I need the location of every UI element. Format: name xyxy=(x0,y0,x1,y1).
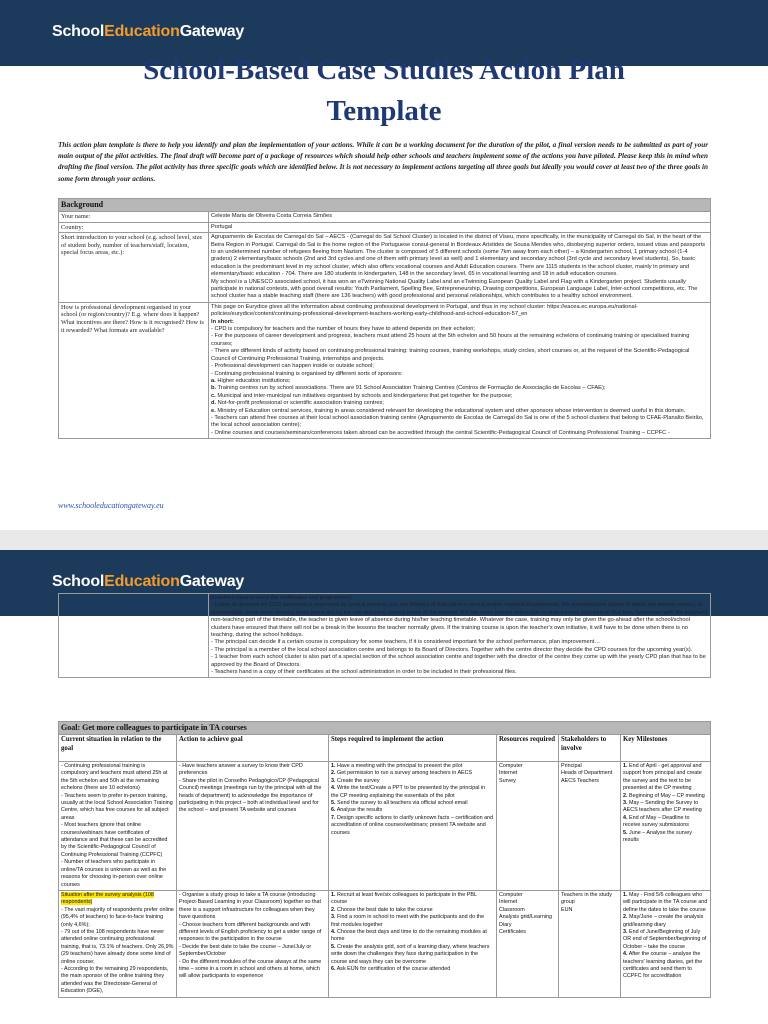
background-heading: Background xyxy=(59,199,711,212)
pd-line: - CPD is compulsory for teachers and the number of hours they have to attend depends on their echelon; xyxy=(211,326,475,333)
school-intro-paragraph-1: Agrupamento de Escolas de Carregal do Sal – AECS - (Carregal do Sal School Cluster) is located in the district of Viseu, more specifically, in the municipality of Carregal do Sal, in the heart of the Beira Region in Portugal. Carregal do Sal is the home region of the Portuguese consul-general in Bordeaux Aristides de Sousa Mendes who, disobeying superior orders, issued visas and passports to an undetermined number of refugees fleeing from Nazism. The cluster is composed of 5 different schools (some 7km away from each other) – a Kindergarten school, 1 primary school (1-4 graders) 2 elementary/basic schools (2nd and 3rd cycles and one of them with primary level as well) and 1 elementary and secondary school (3rd cycle and secondary level students). So, basic education is the predominant level in my school cluster, which also offers vocational courses and Adult Education courses. There are 1115 students in the school cluster, mainly in primary and elementary/basic education - 704. There are 180 students in kindergarten, 148 in the secondary level, 65 in vocational learning and 18 in adult education courses. xyxy=(211,234,706,278)
school-intro-label: Short introduction to your school (e.g. school level, size of student body, number of teachers/staff, location, special focus areas, etc.): xyxy=(59,233,209,303)
school-intro-paragraph-2: My school is a UNESCO associated school, it has won an eTwinning National Quality Label and an eTwinning European Quality Label and Flag with a Kindergarten project. Students usually participate in national contests, with good overall results: Youth Parliament, Spelling Bee, Entrepreneurship, Drawing competitions, European Language Label, Inter-school competitions, etc. The school cluster has a stable teaching staff (there are 136 teachers) with good professional and personal relationships, which contributes to a healthy school environment. xyxy=(211,278,698,300)
goal-table xyxy=(58,721,711,998)
pd-answer xyxy=(209,302,711,438)
pd-line: - 1 teacher from each school cluster is also part of a special section of the school association centre and together with the director of the centre they come up with the yearly CPD plan that has to be approved by the Board of Directors. xyxy=(211,654,706,668)
milestones-cell: 1. May - Find 5/6 colleagues who will participate in the TA course and define the dates to take the course 2. May/June – create the analysis grid/learning diary 3. End of June/Beginning of July OR end of September/beginning of October – take the course 4. After the course – analyse the teachers' learning diaries, get the certificates and send them to CCPFC for accreditation xyxy=(621,890,711,997)
column-header: Resources required xyxy=(497,735,559,762)
current-situation-cell: Situation after the survey analysis (108 respondents) - The vast majority of respondents prefer online (95,4% of teachers) to face-to-face training (only 4,6%); - 79 out of the 108 respondents have never attended online continuing professional training, that is, 73.1% of teachers. Only 26,9% (29 teachers) have already done some kind of online course; - According to the remaining 29 respondents, the main sponsor of the online training they attended was the Directorate-General of Education (DGE), xyxy=(59,890,177,997)
school-intro-value xyxy=(209,233,711,303)
sponsor-item: a. Higher education institutions; xyxy=(211,377,291,384)
table-row xyxy=(59,762,711,891)
stakeholders-cell: Principal Heads of Department AECS Teachers xyxy=(559,762,621,891)
sponsor-item: e. Ministry of Education central services, training in areas considered relevant for developing the educational system and other sponsors whose intervention is deemed useful in this domain. xyxy=(211,407,686,414)
country-label: Country: xyxy=(59,222,209,233)
resources-cell: Computer Internet Classroom Analysis grid/Learning Diary Certificates xyxy=(497,890,559,997)
empty-label-cell xyxy=(59,594,209,678)
pd-line: - Online courses and courses/seminars/conferences taken abroad can be accredited through the central Scientific-Pedagogical Council of Continuing Professional Training – CCPFC - xyxy=(211,429,670,436)
document-page-2 xyxy=(0,550,768,1024)
pd-line: - Teachers can attend free courses at their local school association training centre (Agrupamento de Escolas de Carregal do Sal is one of the 5 school clusters that belong to CFAE-Planalto Beirão, the local school association centre); xyxy=(211,414,704,429)
column-header: Stakeholders to involve xyxy=(559,735,621,762)
intro-paragraph: This action plan template is there to help you identify and plan the implementation of your actions. While it can be a working document for the duration of the pilot, a final version needs to be submitted as part of your main output of the pilot activities. The final draft will become part of a package of resources which should help other schools and teachers implement some of the actions you have piloted. Please keep this in mind when drafting the final version. The pilot activity has three specific goals which are identified below. It is not necessary to implement actions targeting all three goals but ideally you would cover at least two of the three goals in some form through your actions. xyxy=(58,141,708,183)
name-value: Celeste Maria de Oliveira Costa Correia Simões xyxy=(209,212,711,223)
pd-line: (teachers have to send the certificates and programme); xyxy=(211,595,353,601)
pd-line: - Leave of absence for CPD launched or organised by central services (i.e. the Ministry of Education's central and/or regional Departments, the school/school cluster in which the teacher works), is preferentially given when training takes place during the non-teaching service hours of the teacher. If it has been proved impossible to time training activities so that they harmonise with the teacher's non-teaching part of the timetable, the teacher is given leave of absence during his/her teaching timetable. Whatever the case, training may only be given the go-ahead after the school/school clusters have ensured that there will not be a break in the lessons the teacher normally gives. If the training course is upon the teacher's own initiative, it will have to be done when there is no teaching, during the school holidays. xyxy=(211,602,708,639)
column-header: Key Milestones xyxy=(621,735,711,762)
pd-line: - There are different kinds of activity based on continuing professional training: training courses, training workshops, study circles, short courses or, at the request of the Scientific-Pedagogical Council of Continuing Professional Training, internships and projects. xyxy=(211,348,690,362)
pd-question-label: How is professional development organised in your school (or region/country)? E.g. where does it happen? What incentives are there? How is it recognised? How is it rewarded? What formats are available? xyxy=(59,302,209,438)
name-label: Your name: xyxy=(59,212,209,223)
table-row xyxy=(59,890,711,997)
pd-line: - Professional development can happen inside or outside school; xyxy=(211,363,374,370)
current-situation-cell: - Continuing professional training is compulsory and teachers must attend 25h at the 5th echelon and 50h at the remaining echelons (there are 10 echelons) - Teachers seem to prefer in-person training, usually at the local School Association Training Centre, which has free courses for all subject areas - Most teachers ignore that online courses/webinars have certificates of attendance and that these can be accredited by the Scientific-Pedagogical Council of Continuing Professional Training (CCPFC) - Number of teachers who participate in online/TA courses is unknown as well as the reasons for choosing in-person over online courses xyxy=(59,762,177,891)
country-value: Portugal xyxy=(209,222,711,233)
goal-heading: Goal: Get more colleagues to participate in TA courses xyxy=(59,722,711,735)
document-title: School-Based Case Studies Action Plan xyxy=(143,54,625,86)
school-education-gateway-logo: SchoolEducationGateway xyxy=(52,23,245,40)
column-header: Current situation in relation to the goal xyxy=(59,735,177,762)
pd-line: - The principal can decide if a certain course is compulsory for some teachers, if it is considered important for the school performance, plan improvement… xyxy=(211,639,601,646)
pd-line: - For the purposes of career development and progress, teachers must attend 25 hours at the 5th echelon and 50 hours at the remaining echelons of continuing training or specialised training courses; xyxy=(211,333,690,347)
background-table xyxy=(58,198,711,439)
column-header: Action to achieve goal xyxy=(177,735,329,762)
pd-intro: This page on Eurydice gives all the information about continuing professional development in Portugal, and thus in my school cluster: https://eacea.ec.europa.eu/national-policies/eurydice/content/continuing-professional-development-teachers-working-early-childhood-and-school-education-57_en xyxy=(211,303,638,318)
document-title-line-2: Template xyxy=(326,95,442,127)
resources-cell: Computer Internet Survey xyxy=(497,762,559,891)
column-header: Steps required to implement the action xyxy=(329,735,497,762)
action-cell: - Have teachers answer a survey to know their CPD preferences - Share the pilot in Conselho Pedagógico/CP (Pedagogical Council) meetings (meetings run by the principal with all the heads of department) to acknowledge the importance of participating in this project – both at individual level and for the school – and present TA website and courses xyxy=(177,762,329,891)
pd-line: - Teachers hand in a copy of their certificates at the school administration in order to be included in their professional files. xyxy=(211,669,517,676)
stakeholders-cell: Teachers in the study group EUN xyxy=(559,890,621,997)
steps-cell: 1. Recruit at least five/six colleagues to participate in the PBL course 2. Choose the best date to take the course 3. Find a room in school to meet with the participants and do the first modules together 4. Choose the best days and time to do the remaining modules at home 5. Create the analysis grid, sort of a learning diary, where teachers write down the challenges they face during participation in the course and ways they can be overcome 6. Ask EUN for certification of the course attended xyxy=(329,890,497,997)
milestones-cell: 1. End of April - get approval and support from principal and create the survey and the text to be presented at the CP meeting 2. Beginning of May – CP meeting 3. May – Sending the Survey to AECS teachers after CP meeting 4. End of May – Deadline to receive survey submissions 5. June – Analyse the survey results xyxy=(621,762,711,891)
sponsor-item: d. Not-for-profit professional or scientific association training centres; xyxy=(211,400,384,407)
pd-line: - The principal is a member of the local school association centre and belongs to its Board of Directors. Together with the centre director they decide the CPD courses for the upcoming year(s). xyxy=(211,646,693,653)
highlighted-situation-title: Situation after the survey analysis (108 respondents) xyxy=(61,891,154,906)
school-education-gateway-logo: SchoolEducationGateway xyxy=(52,573,245,590)
background-continuation-table xyxy=(58,593,711,678)
pd-in-short: In short: xyxy=(211,318,234,325)
website-link[interactable]: www.schooleducationgateway.eu xyxy=(58,501,164,510)
sponsor-item: b. Training centres run by school associations. There are 91 School Association Training Centres (Centros de Formação de Associação de Escolas – CFAE); xyxy=(211,385,606,392)
steps-cell: 1. Have a meeting with the principal to present the pilot 2. Get permission to run a survey among teachers in AECS 3. Create the survey 4. Write the text/Create a PPT to be presented by the principal in the CP meeting explaining the essentials of the pilot 5. Send the survey to all teachers via official school email 6. Analyse the results 7. Design specific actions to clarify unknown facts – certification and accreditation of online courses/webinars; present TA website and courses xyxy=(329,762,497,891)
pd-answer-continued xyxy=(209,594,711,678)
sponsor-item: c. Municipal and inter-municipal run initiatives organised by schools and kindergartens that get together for the purpose; xyxy=(211,392,513,399)
pd-line: - Continuing professional training is organised by different sorts of sponsors: xyxy=(211,370,403,377)
action-cell: - Organise a study group to take a TA course (introducing Project-Based Learning in your Classroom) together so that there is a support infrastructure for colleagues when they have questions - Choose teachers from different backgrounds and with different levels of English proficiency to get a wider range of responses to the participation in the course - Decide the best date to take the course – June/July or September/October - Do the different modules of the course always at the same time – some in a room in school and others at home, which will allow participants to experience xyxy=(177,890,329,997)
